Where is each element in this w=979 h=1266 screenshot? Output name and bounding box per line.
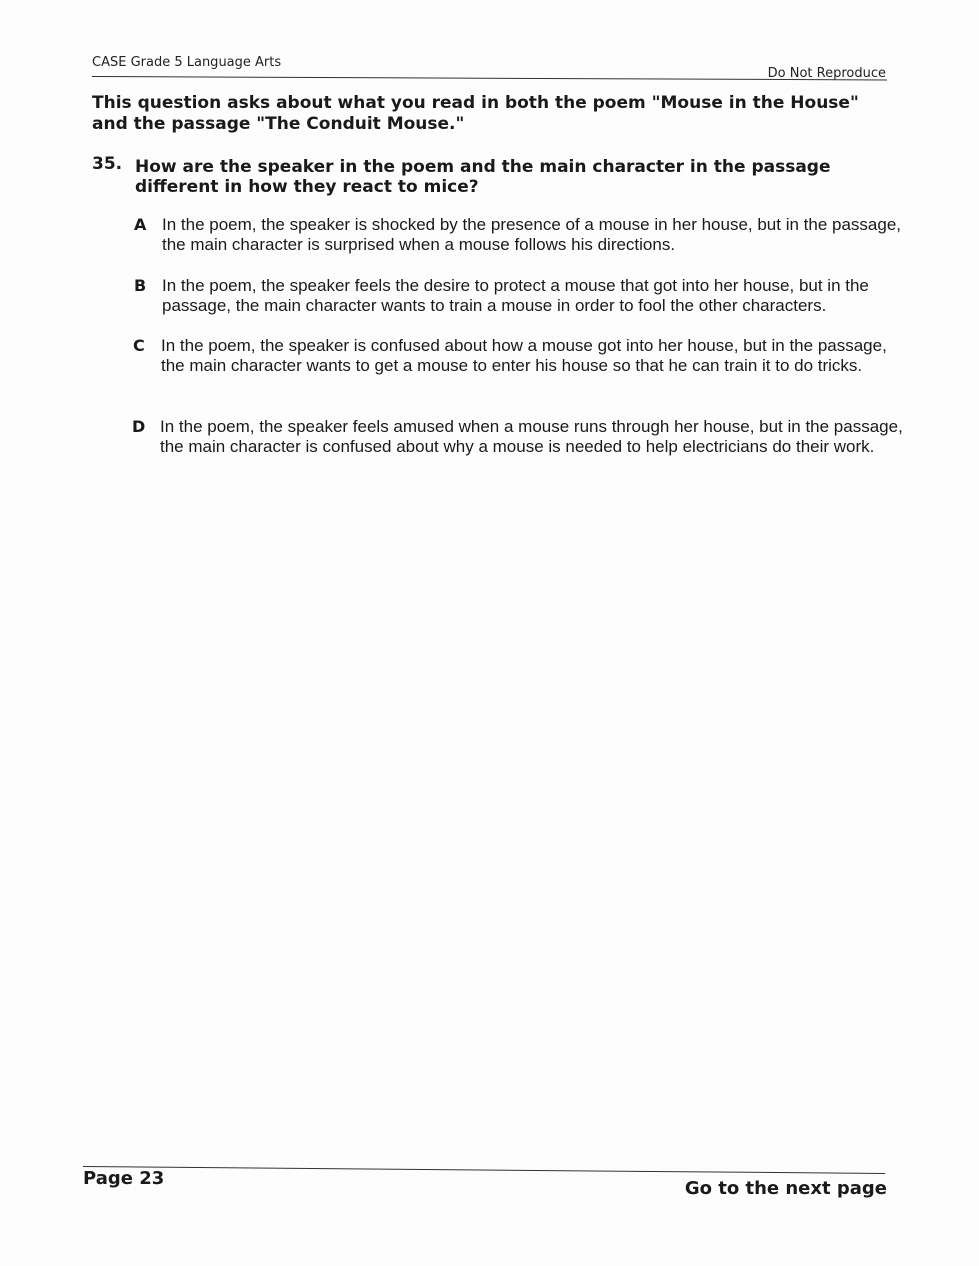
option-letter: C — [133, 336, 145, 355]
option-text: In the poem, the speaker is confused about how a mouse got into her house, but in the passage, the main character wants to get a mouse to enter his house so that he can train it to do tricks. — [161, 336, 887, 375]
question-intro: This question asks about what you read in both the poem "Mouse in the House" and the passage "The Conduit Mouse." — [92, 93, 859, 134]
option-letter: A — [134, 215, 147, 234]
option-letter: B — [134, 276, 147, 295]
option-text: In the poem, the speaker is shocked by the presence of a mouse in her house, but in the passage, the main character is surprised when a mouse follows his directions. — [162, 215, 902, 254]
option-text: In the poem, the speaker feels the desire to protect a mouse that got into her house, but in the passage, the main character wants to train a mouse in order to fool the other characters. — [162, 276, 869, 315]
page-number: Page 23 — [83, 1168, 165, 1189]
question-number: 35. — [92, 154, 123, 174]
option-letter: D — [132, 417, 146, 436]
header-notice: Do Not Reproduce — [767, 66, 886, 81]
header-test-title: CASE Grade 5 Language Arts — [92, 55, 282, 70]
next-page-prompt: Go to the next page — [684, 1178, 887, 1199]
footer-divider — [83, 1166, 885, 1174]
option-text: In the poem, the speaker feels amused when a mouse runs through her house, but in the passage, the main character is confused about why a mouse is needed to help electricians do their work. — [160, 417, 903, 456]
question-stem: How are the speaker in the poem and the main character in the passage different in how they react to mice? — [135, 157, 831, 197]
